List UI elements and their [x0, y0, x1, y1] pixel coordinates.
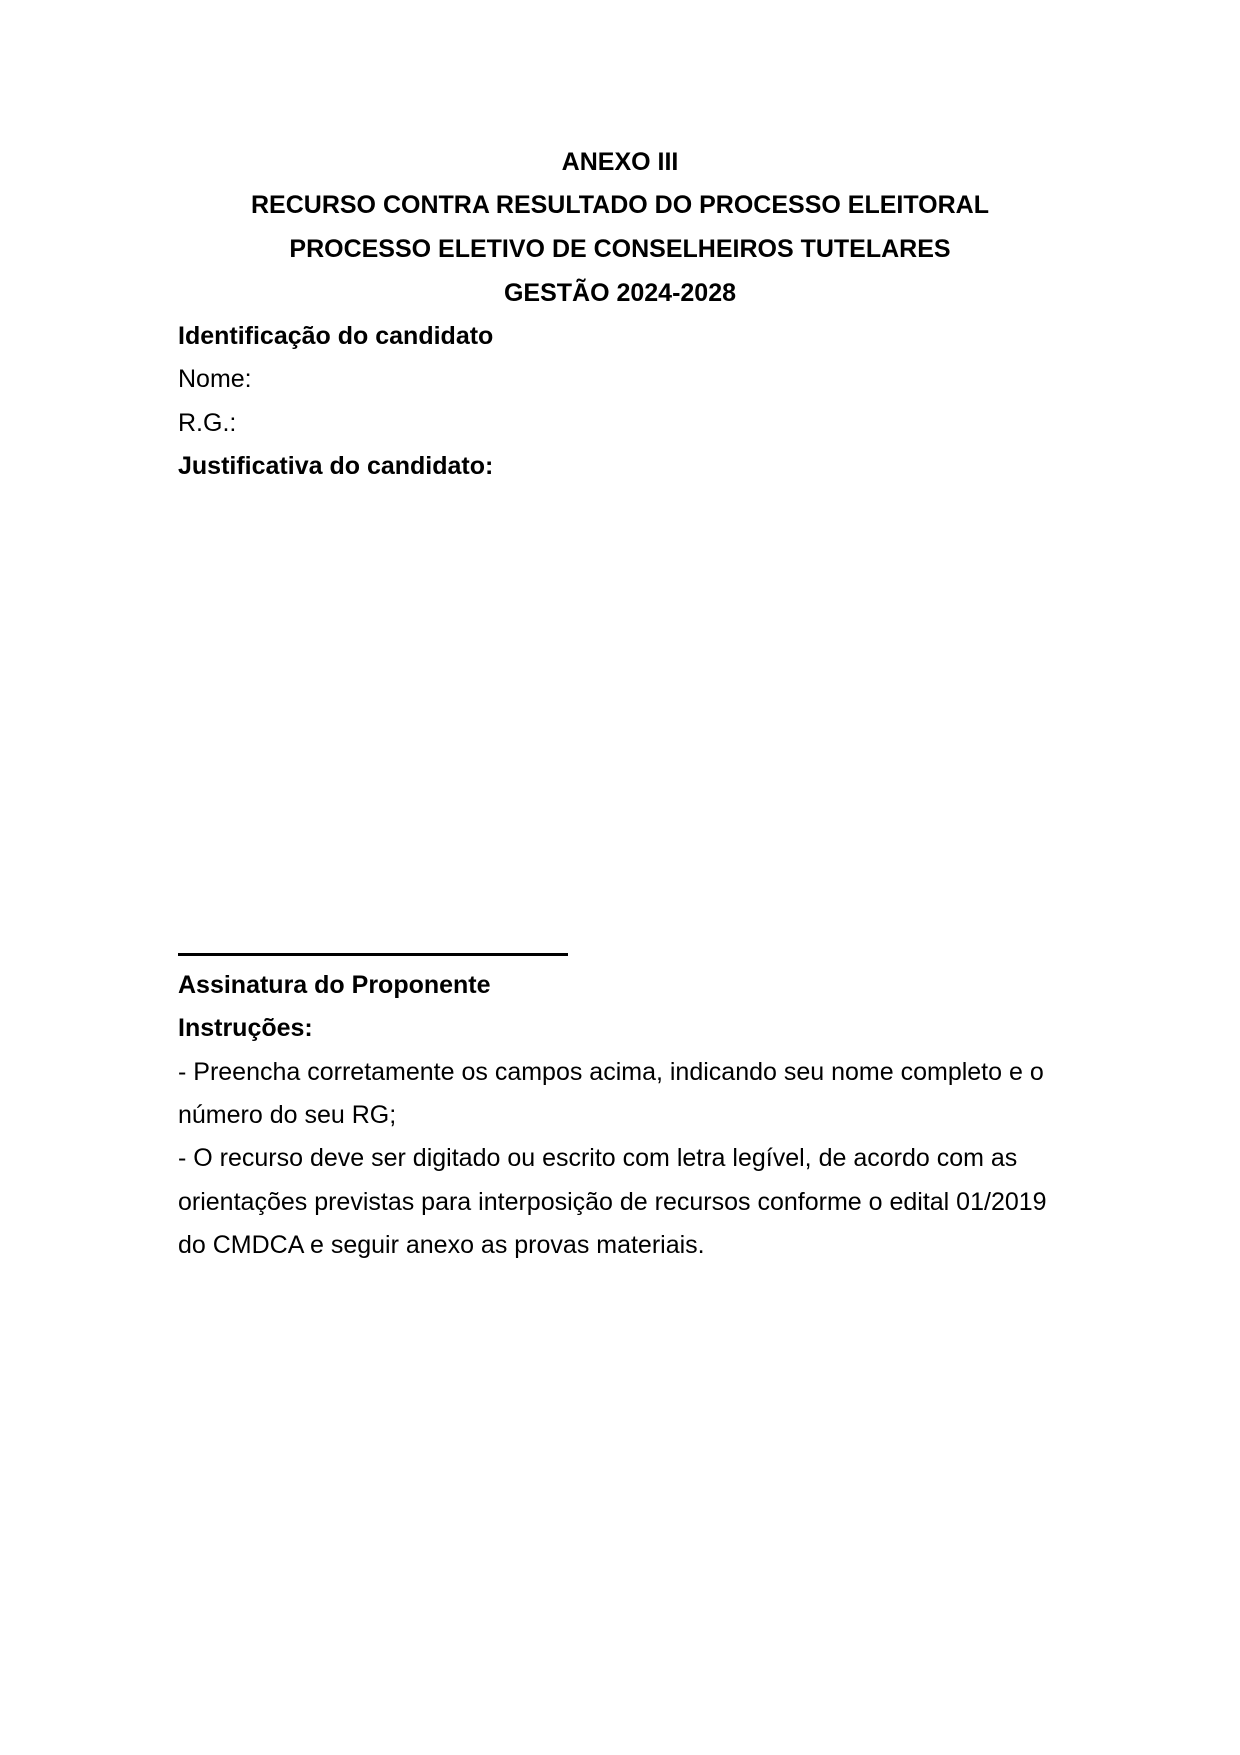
name-label: Nome:: [178, 365, 252, 393]
annex-title: ANEXO III: [561, 148, 679, 176]
term-title: GESTÃO 2024-2028: [503, 279, 737, 307]
instruction-line: número do seu RG;: [178, 1101, 397, 1129]
document-title: RECURSO CONTRA RESULTADO DO PROCESSO ELEITORAL: [250, 191, 989, 219]
instructions-heading: Instruções:: [178, 1014, 313, 1042]
justification-heading: Justificativa do candidato:: [178, 452, 494, 480]
signature-label: Assinatura do Proponente: [178, 971, 491, 999]
signature-line: [178, 953, 568, 956]
rg-label: R.G.:: [178, 409, 237, 437]
instruction-line: orientações previstas para interposição de recursos conforme o edital 01/2019: [178, 1188, 1047, 1216]
process-title: PROCESSO ELETIVO DE CONSELHEIROS TUTELARES: [289, 235, 951, 263]
instruction-line: - Preencha corretamente os campos acima, indicando seu nome completo e o: [178, 1058, 1044, 1086]
instruction-line: do CMDCA e seguir anexo as provas materiais.: [178, 1231, 705, 1259]
identification-heading: Identificação do candidato: [178, 322, 494, 350]
instruction-line: - O recurso deve ser digitado ou escrito com letra legível, de acordo com as: [178, 1144, 1018, 1172]
